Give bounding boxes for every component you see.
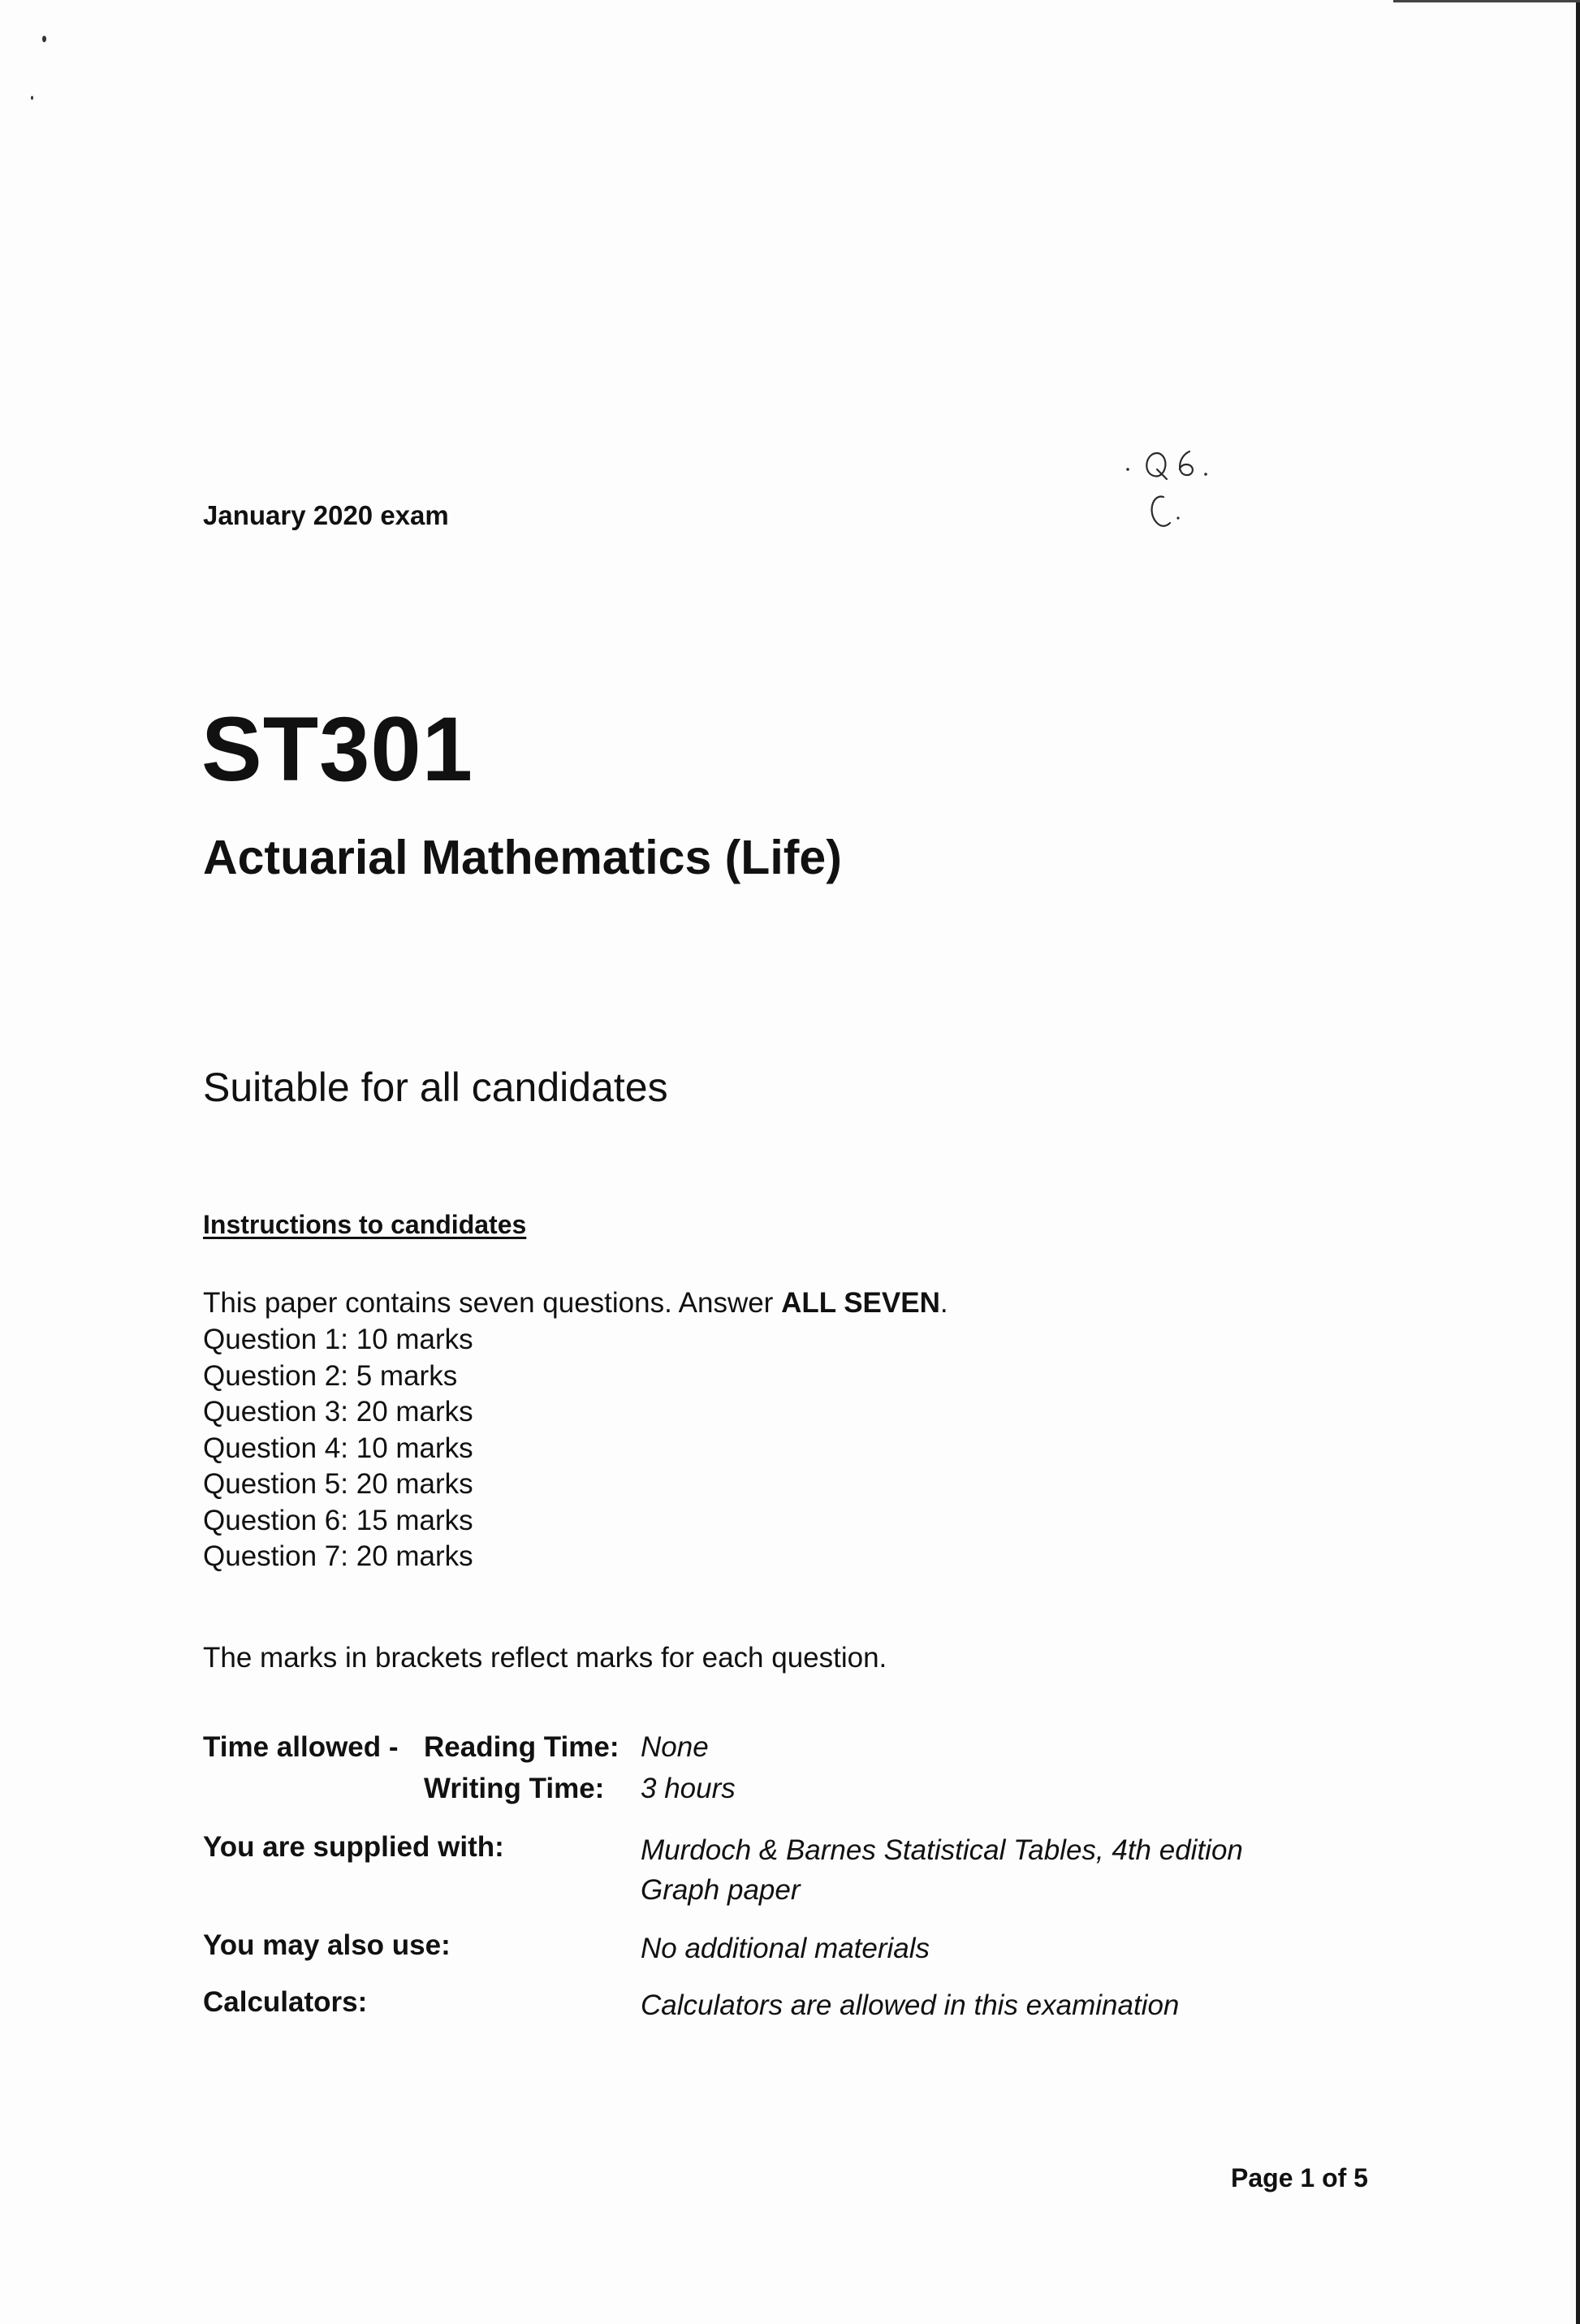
question-marks-item: Question 7: 20 marks xyxy=(203,1540,473,1572)
page-number: Page 1 of 5 xyxy=(1231,2163,1368,2192)
supplied-value-tables: Murdoch & Barnes Statistical Tables, 4th edition xyxy=(641,1834,1243,1866)
supplied-label: You are supplied with: xyxy=(203,1831,504,1863)
scan-top-line xyxy=(1393,0,1580,2)
also-use-value: No additional materials xyxy=(641,1933,930,1964)
instructions-heading: Instructions to candidates xyxy=(203,1210,527,1239)
intro-text: This paper contains seven questions. Answer xyxy=(203,1287,782,1319)
writing-time-value: 3 hours xyxy=(641,1773,736,1804)
calculators-label: Calculators: xyxy=(203,1986,368,2018)
question-marks-item: Question 6: 15 marks xyxy=(203,1504,473,1536)
exam-date: January 2020 exam xyxy=(203,500,449,530)
scan-speck xyxy=(31,96,33,100)
question-marks-item: Question 2: 5 marks xyxy=(203,1359,458,1392)
question-marks-item: Question 5: 20 marks xyxy=(203,1468,473,1500)
suitability-note: Suitable for all candidates xyxy=(203,1065,668,1110)
reading-time-value: None xyxy=(641,1731,709,1763)
scan-speck xyxy=(42,36,46,42)
time-allowed-label: Time allowed - xyxy=(203,1731,399,1763)
handwritten-note xyxy=(1125,438,1238,544)
calculators-value: Calculators are allowed in this examination xyxy=(641,1989,1180,2021)
question-marks-item: Question 4: 10 marks xyxy=(203,1432,473,1464)
scan-edge xyxy=(1576,0,1580,2324)
course-title: Actuarial Mathematics (Life) xyxy=(203,831,842,884)
reading-time-label: Reading Time: xyxy=(424,1731,619,1763)
course-code: ST301 xyxy=(201,698,473,800)
supplied-value-graph-paper: Graph paper xyxy=(641,1874,801,1906)
intro-emphasis: ALL SEVEN xyxy=(781,1287,940,1319)
question-marks-list xyxy=(203,1322,473,1575)
also-use-label: You may also use: xyxy=(203,1929,451,1961)
marks-note: The marks in brackets reflect marks for each question. xyxy=(203,1642,887,1674)
intro-end: . xyxy=(939,1287,948,1319)
instructions-intro xyxy=(203,1287,948,1320)
question-marks-item: Question 3: 20 marks xyxy=(203,1396,473,1428)
writing-time-label: Writing Time: xyxy=(424,1773,605,1804)
question-marks-item: Question 1: 10 marks xyxy=(203,1324,473,1355)
